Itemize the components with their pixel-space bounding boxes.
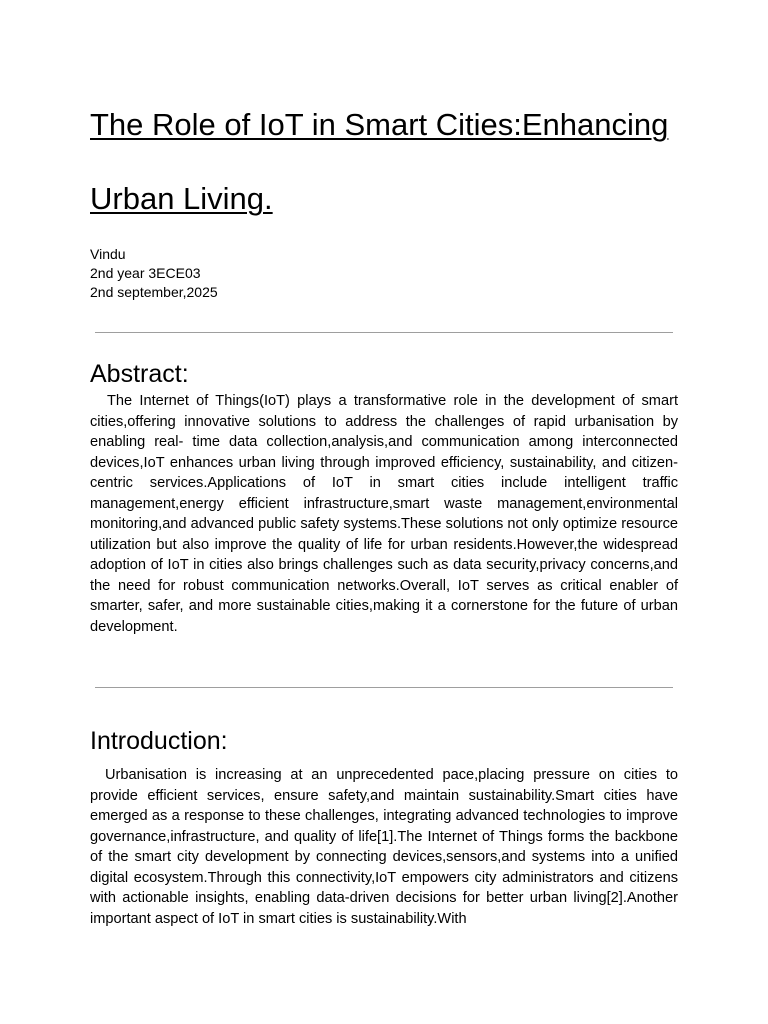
section-heading-introduction: Introduction: <box>90 727 228 755</box>
document-date: 2nd september,2025 <box>90 284 218 300</box>
divider <box>95 687 673 688</box>
section-body-introduction: Urbanisation is increasing at an unprecedented pace,placing pressure on cities to provide efficient services, ensure safety,and maintain sustainability.Smart cities have emerged as a response to these challenges, integrating advanced technologies to improve governance,infrastructure, and quality of life[1].The Internet of Things forms the backbone of the smart city development by connecting devices,sensors,and systems into a unified digital ecosystem.Through this connectivity,IoT empowers city administrators and citizens with actionable insights, enabling data-driven decisions for better urban living[2].Another important aspect of IoT in smart cities is sustainability.With <box>90 767 678 927</box>
author-block <box>90 245 218 302</box>
section-heading-abstract: Abstract: <box>90 360 189 388</box>
section-body-abstract: The Internet of Things(IoT) plays a transformative role in the development of smart cities,offering innovative solutions to address the challenges of rapid urbanisation by enabling real- time data collection,analysis,and communication among interconnected devices,IoT enhances urban living through improved efficiency, sustainability, and citizen-centric services.Applications of IoT in smart cities include intelligent traffic management,energy efficient infrastructure,smart waste management,environmental monitoring,and advanced public safety systems.These solutions not only optimize resource utilization but also improve the quality of life for urban residents.However,the widespread adoption of IoT in cities also brings challenges such as data security,privacy concerns,and the need for robust communication networks.Overall, IoT serves as critical enabler of smarter, safer, and more sustainable cities,making it a cornerstone for the future of urban development. <box>90 393 678 635</box>
class-info: 2nd year 3ECE03 <box>90 265 201 281</box>
author-name: Vindu <box>90 246 126 262</box>
divider <box>95 332 673 333</box>
document-title: The Role of IoT in Smart Cities:Enhancing Urban Living. <box>90 107 669 216</box>
